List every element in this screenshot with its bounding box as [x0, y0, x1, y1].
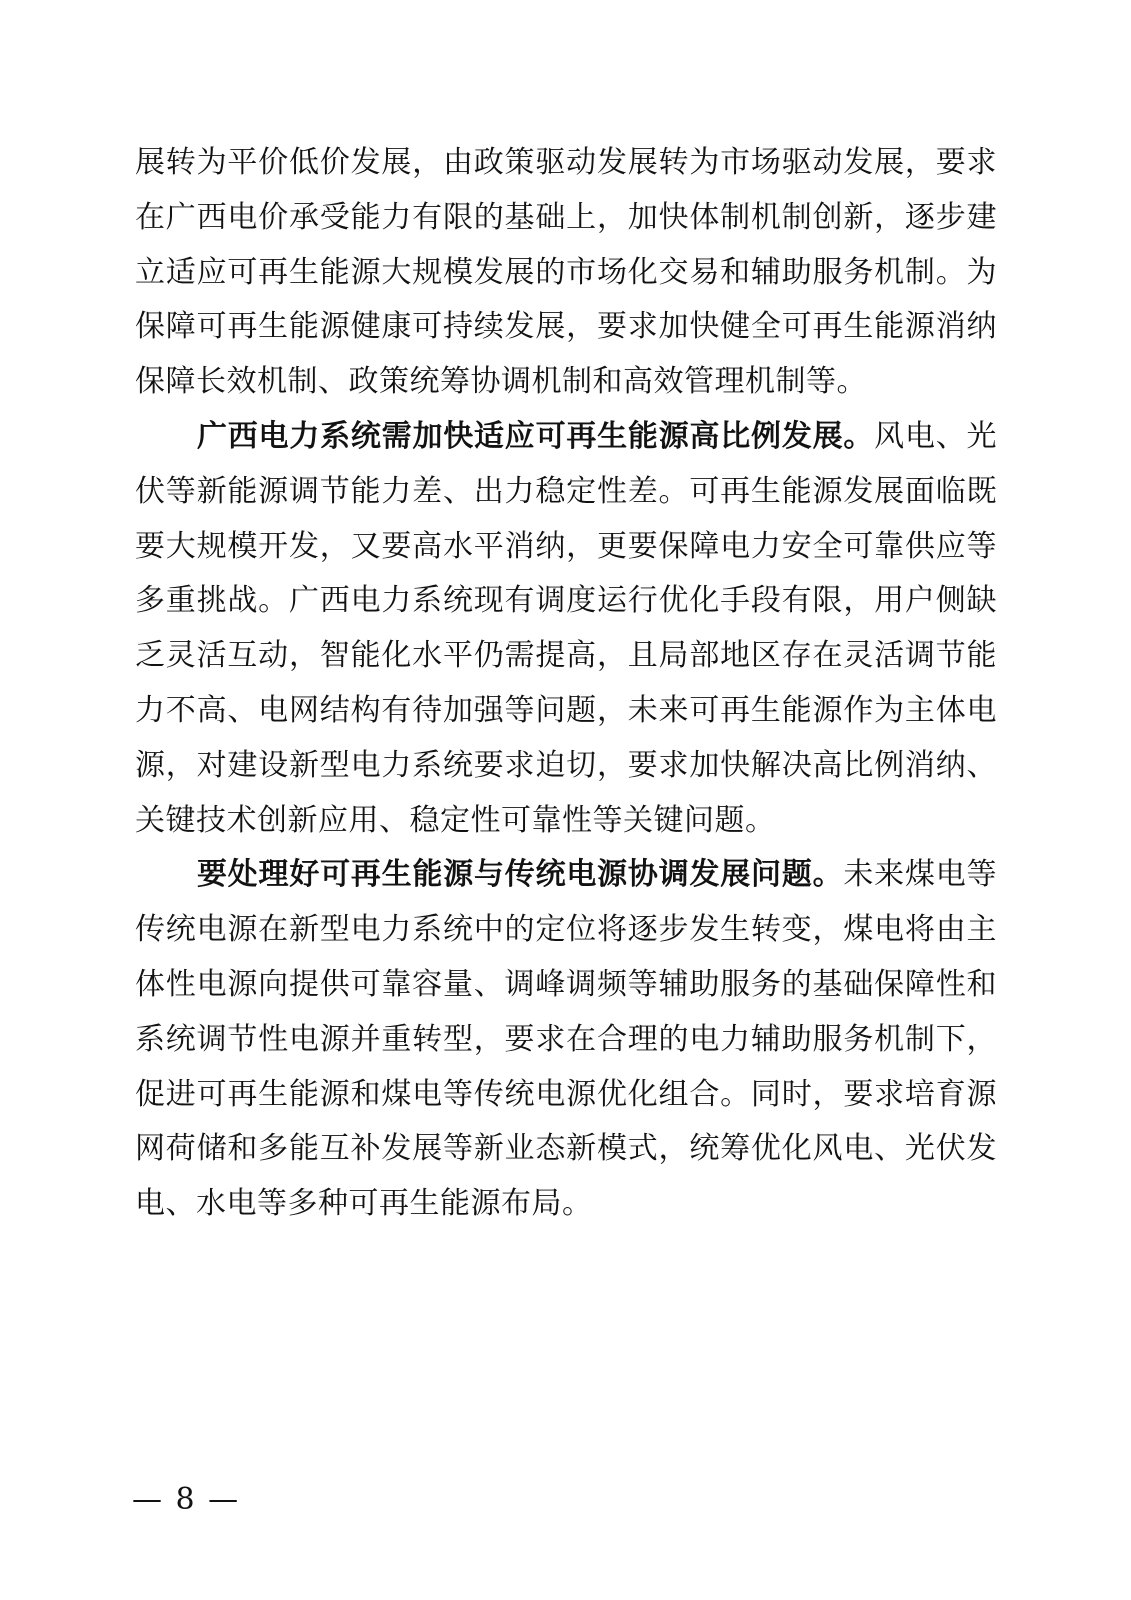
- paragraph-3-bold-lead: 要处理好可再生能源与传统电源协调发展问题。: [197, 857, 844, 893]
- paragraph-1-text: 展转为平价低价发展，由政策驱动发展转为市场驱动发展，要求在广西电价承受能力有限的基础上，加快体制机制创新，逐步建立适应可再生能源大规模发展的市场化交易和辅助服务机制。为保障可再生能源健康可持续发展，要求加快健全可再生能源消纳保障长效机制、政策统筹协调机制和高效管理机制等。: [135, 145, 997, 400]
- paragraph-2-bold-lead: 广西电力系统需加快适应可再生能源高比例发展。: [197, 418, 875, 454]
- paragraph-2: [135, 410, 997, 848]
- paragraph-2-text: 风电、光伏等新能源调节能力差、出力稳定性差。可再生能源发展面临既要大规模开发，又要高水平消纳，更要保障电力安全可靠供应等多重挑战。广西电力系统现有调度运行优化手段有限，用户侧缺乏灵活互动，智能化水平仍需提高，且局部地区存在灵活调节能力不高、电网结构有待加强等问题，未来可再生能源作为主体电源，对建设新型电力系统要求迫切，要求加快解决高比例消纳、关键技术创新应用、稳定性可靠性等关键问题。: [135, 418, 998, 838]
- paragraph-3-text: 未来煤电等传统电源在新型电力系统中的定位将逐步发生转变，煤电将由主体性电源向提供可靠容量、调峰调频等辅助服务的基础保障性和系统调节性电源并重转型，要求在合理的电力辅助服务机制下，促进可再生能源和煤电等传统电源优化组合。同时，要求培育源网荷储和多能互补发展等新业态新模式，统筹优化风电、光伏发电、水电等多种可再生能源布局。: [135, 857, 998, 1222]
- paragraph-1: [135, 136, 997, 410]
- paragraph-3: [135, 848, 997, 1232]
- page-number: — 8 —: [132, 1482, 241, 1517]
- text-block: [135, 136, 997, 1232]
